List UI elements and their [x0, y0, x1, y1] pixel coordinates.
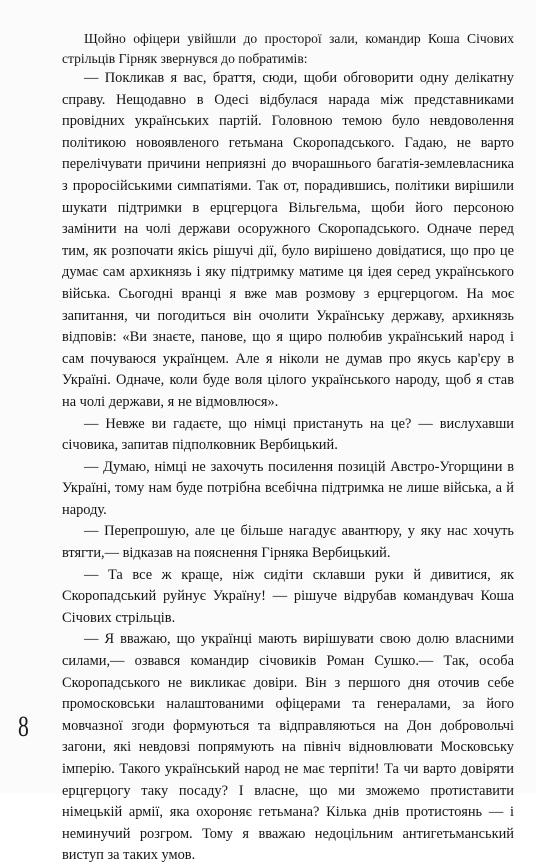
page-number: 8	[18, 710, 29, 743]
paragraph-intro: Щойно офіцери увійшли до просторої зали, командир Коша Січових стрільців Гірняк звернувся до побратимів:	[62, 31, 514, 66]
paragraph-hirniak-reply: — Думаю, німці не захочуть посилення позицій Австро-Угорщини в Україні, тому нам буде потрібна всебічна підтримка не лише війська, а й народу.	[62, 458, 514, 518]
paragraph-hirniak-speech: — Покликав я вас, браття, сюди, щоби обговорити одну делікатну справу. Нещодавно в Одесі відбулася нарада між представниками провідних українських партій. Головною темою було невдоволення політикою новоявленого гетьмана Скоропадського. Гадаю, не варто перелічувати причини неприязні до вчорашнього багатія-землевласника з проросійськими симпатіями. Так от, порадившись, політики вирішили шукати підтримки в ерцгерцога Вільгельма, щоби його персоною замінити на чолі держави осоружного Скоропадського. Одначе перед тим, як розпочати якісь рішучі дії, було вирішено довідатися, що про це думає сам архикнязь і яку підтримку матиме ця ідея серед українського війська. Сьогодні вранці я вже мав розмову з ерцгерцогом. На моє запитання, чи погодиться він очолити Українську державу, архикнязь відповів: «Ви знаєте, панове, що я щиро полюбив український народ і сам почуваюся українцем. Але я ніколи не думав про якусь кар'єру в Україні. Одначе, коли буде воля цілого українського народу, щоб я став на чолі держави, я не відмовлюся».	[62, 70, 514, 410]
page-body-text	[62, 29, 514, 867]
paragraph-commander-retort: — Та все ж краще, ніж сидіти склавши руки й дивитися, як Скоропадський руйнує Україну! — рішуче відрубав командувач Коша Січових стрільців.	[62, 566, 514, 626]
paragraph-sushko-speech: — Я вважаю, що українці мають вирішувати свою долю власними силами,— озвався командир січовиків Роман Сушко.— Так, особа Скоропадського не викликає довіри. Він з першого дня оточив себе промосковськи налаштованими офіцерами та генералами, за його мовчазної згоди формуються та відправляються на Дон добровольчі загони, які невдовзі попрямують на північ відновлювати Московську імперію. Такого український народ не має терпіти! Та чи варто довіряти ерцгерцогу таку посаду? І власне, що ми зможемо протиставити німецькій армії, яка охороняє гетьмана? Кілька днів протистоянь — і неминучий розгром. Тому я вважаю недоцільним антигетьманський виступ за таких умов.	[62, 631, 514, 864]
paragraph-verbytskyi-objection: — Перепрошую, але це більше нагадує авантюру, у яку нас хочуть втягти,— відказав на пояснення Гірняка Вербицький.	[62, 523, 514, 562]
paragraph-verbytskyi-question: — Невже ви гадаєте, що німці пристануть на це? — вислухавши січовика, запитав підполковник Вербицький.	[62, 415, 514, 454]
